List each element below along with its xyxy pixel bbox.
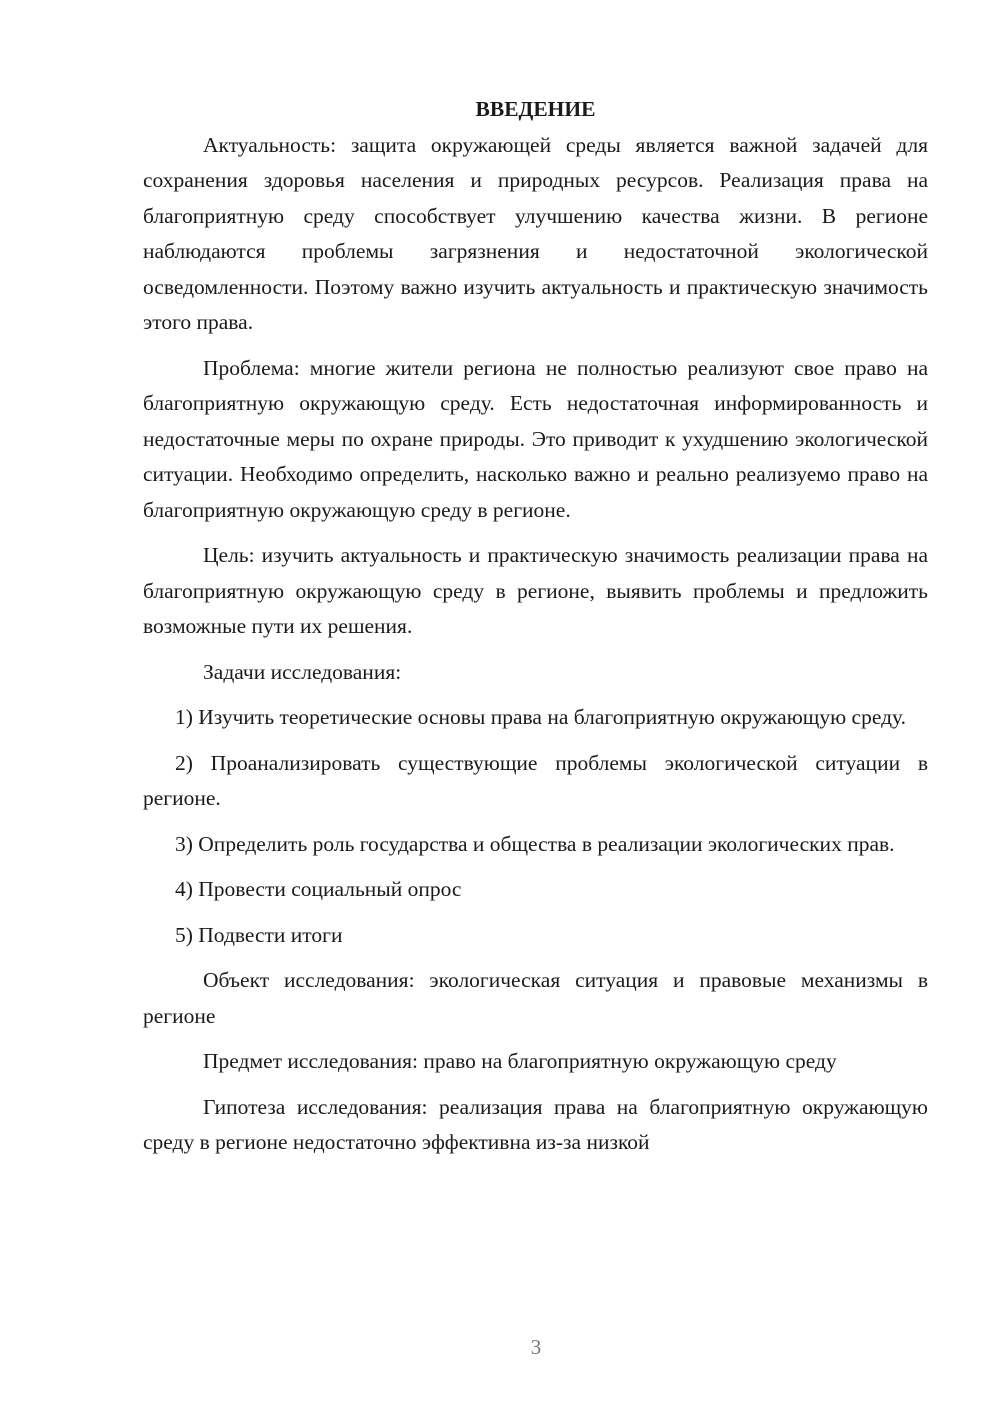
- section-title: ВВЕДЕНИЕ: [475, 97, 596, 121]
- paragraph-object: Объект исследования: экологическая ситуация и правовые механизмы в регионе: [143, 968, 928, 1028]
- task-item-5: 5) Подвести итоги: [175, 922, 343, 947]
- task-item-2: 2) Проанализировать существующие проблемы экологической ситуации в регионе.: [143, 750, 928, 810]
- paragraph-problem: Проблема: многие жители региона не полностью реализуют свое право на благоприятную окружающую среду. Есть недостаточная информированность и недостаточные меры по охране природы. Это приводит к ухудшению экологической ситуации. Необходимо определить, насколько важно и реально реализуемо право на благоприятную окружающую среду в регионе.: [143, 355, 928, 522]
- paragraph-relevance: Актуальность: защита окружающей среды является важной задачей для сохранения здоровья населения и природных ресурсов. Реализация права на благоприятную среду способствует улучшению качества жизни. В регионе наблюдаются проблемы загрязнения и недостаточной экологической осведомленности. Поэтому важно изучить актуальность и практическую значимость этого права.: [143, 132, 928, 334]
- task-item-1: 1) Изучить теоретические основы права на благоприятную окружающую среду.: [175, 705, 906, 729]
- page-number: 3: [530, 1335, 542, 1359]
- page-content: [143, 92, 928, 1171]
- paragraph-tasks-heading: Задачи исследования:: [203, 659, 402, 684]
- paragraph-hypothesis: Гипотеза исследования: реализация права на благоприятную окружающую среду в регионе недостаточно эффективна из-за низкой: [143, 1094, 928, 1154]
- task-item-3: 3) Определить роль государства и общества в реализации экологических прав.: [175, 831, 895, 856]
- paragraph-goal: Цель: изучить актуальность и практическую значимость реализации права на благоприятную окружающую среду в регионе, выявить проблемы и предложить возможные пути их решения.: [143, 543, 928, 638]
- paragraph-subject: Предмет исследования: право на благоприятную окружающую среду: [203, 1049, 837, 1073]
- task-item-4: 4) Провести социальный опрос: [175, 877, 462, 901]
